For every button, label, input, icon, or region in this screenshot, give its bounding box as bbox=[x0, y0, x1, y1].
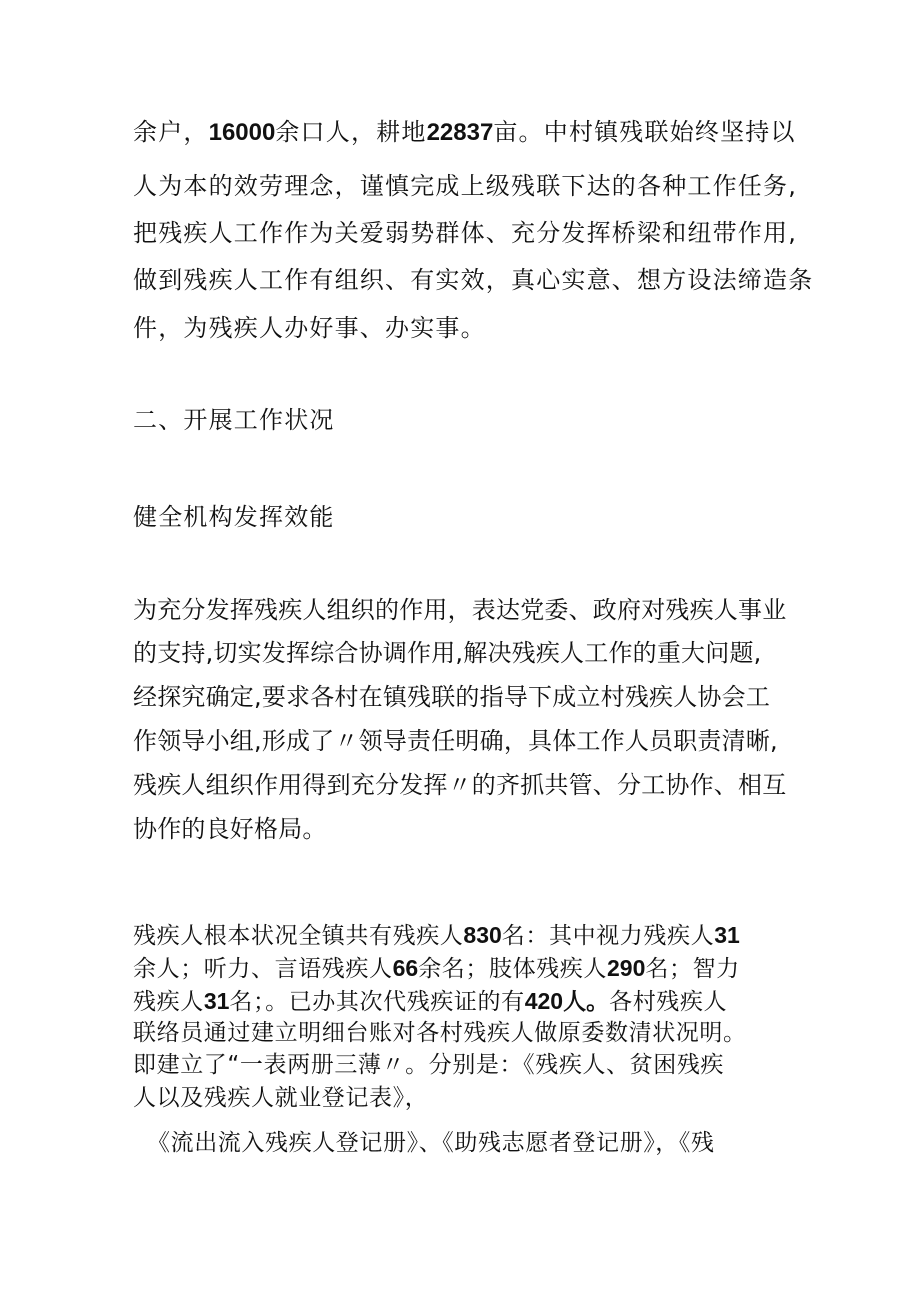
para1-line-5: 件，为残疾人办好事、办实事。 bbox=[133, 314, 486, 342]
section-heading: 二、开展工作状况 bbox=[133, 406, 335, 434]
number-limb: 290 bbox=[607, 955, 646, 981]
number-visual: 31 bbox=[714, 922, 740, 948]
text: 各村残疾人 bbox=[609, 989, 728, 1015]
para2-line-3: 经探究确定,要求各村在镇残联的指导下成立村残疾人协会工 bbox=[133, 683, 771, 711]
para3-line-5: 即建立了“一表两册三薄〃。分别是：《残疾人、贫困残疾 bbox=[133, 1052, 725, 1078]
para2-line-4: 作领导小组,形成了〃领导责任明确，具体工作人员职责清晰, bbox=[133, 727, 778, 755]
text: 残疾人根本状况全镇共有残疾人 bbox=[133, 923, 464, 949]
subsection-heading: 健全机构发挥效能 bbox=[133, 503, 335, 531]
text: 余人；听力、言语残疾人 bbox=[133, 956, 393, 982]
text: 名；智力 bbox=[645, 956, 740, 982]
para2-line-1: 为充分发挥残疾人组织的作用，表达党委、政府对残疾人事业 bbox=[133, 596, 787, 624]
text: 名：其中视力残疾人 bbox=[501, 923, 715, 949]
para1-line-3: 把残疾人工作作为关爱弱势群体、充分发挥桥梁和纽带作用, bbox=[133, 219, 798, 247]
text: 余户， bbox=[133, 118, 209, 146]
text: 亩。中村镇残联始终坚持以 bbox=[493, 118, 796, 146]
para3-line-7: 《流出流入残疾人登记册》、《助残志愿者登记册》，《残 bbox=[147, 1130, 715, 1156]
para2-line-2: 的支持,切实发挥综合协调作用,解决残疾人工作的重大问题, bbox=[133, 639, 762, 667]
para1-line-2: 人为本的效劳理念，谨慎完成上级残联下达的各种工作任务, bbox=[133, 172, 798, 200]
para3-line-2 bbox=[133, 953, 740, 984]
para2-line-6: 协作的良好格局。 bbox=[133, 815, 327, 843]
para2-line-5: 残疾人组织作用得到充分发挥〃的齐抓共管、分工协作、相互 bbox=[133, 771, 787, 799]
number-certificates: 420人。 bbox=[524, 988, 610, 1014]
number-intellectual: 31 bbox=[203, 988, 230, 1014]
para1-line-1 bbox=[133, 117, 796, 148]
text: 残疾人 bbox=[133, 989, 204, 1015]
text: 名；。已办其次代残疾证的有 bbox=[229, 989, 525, 1015]
para3-line-4: 联络员通过建立明细台账对各村残疾人做原委数清状况明。 bbox=[133, 1020, 747, 1046]
number-hearing: 66 bbox=[392, 955, 419, 981]
number-farmland: 22837 bbox=[426, 119, 494, 146]
number-population: 16000 bbox=[208, 119, 276, 146]
para3-line-6: 人以及残疾人就业登记表》， bbox=[133, 1085, 429, 1111]
text: 余口人，耕地 bbox=[275, 118, 427, 146]
para3-line-1 bbox=[133, 920, 740, 951]
para1-line-4: 做到残疾人工作有组织、有实效，真心实意、想方设法缔造条 bbox=[133, 266, 814, 294]
number-total: 830 bbox=[463, 922, 502, 948]
para3-line-3 bbox=[133, 986, 727, 1017]
text: 余名；肢体残疾人 bbox=[418, 956, 608, 982]
